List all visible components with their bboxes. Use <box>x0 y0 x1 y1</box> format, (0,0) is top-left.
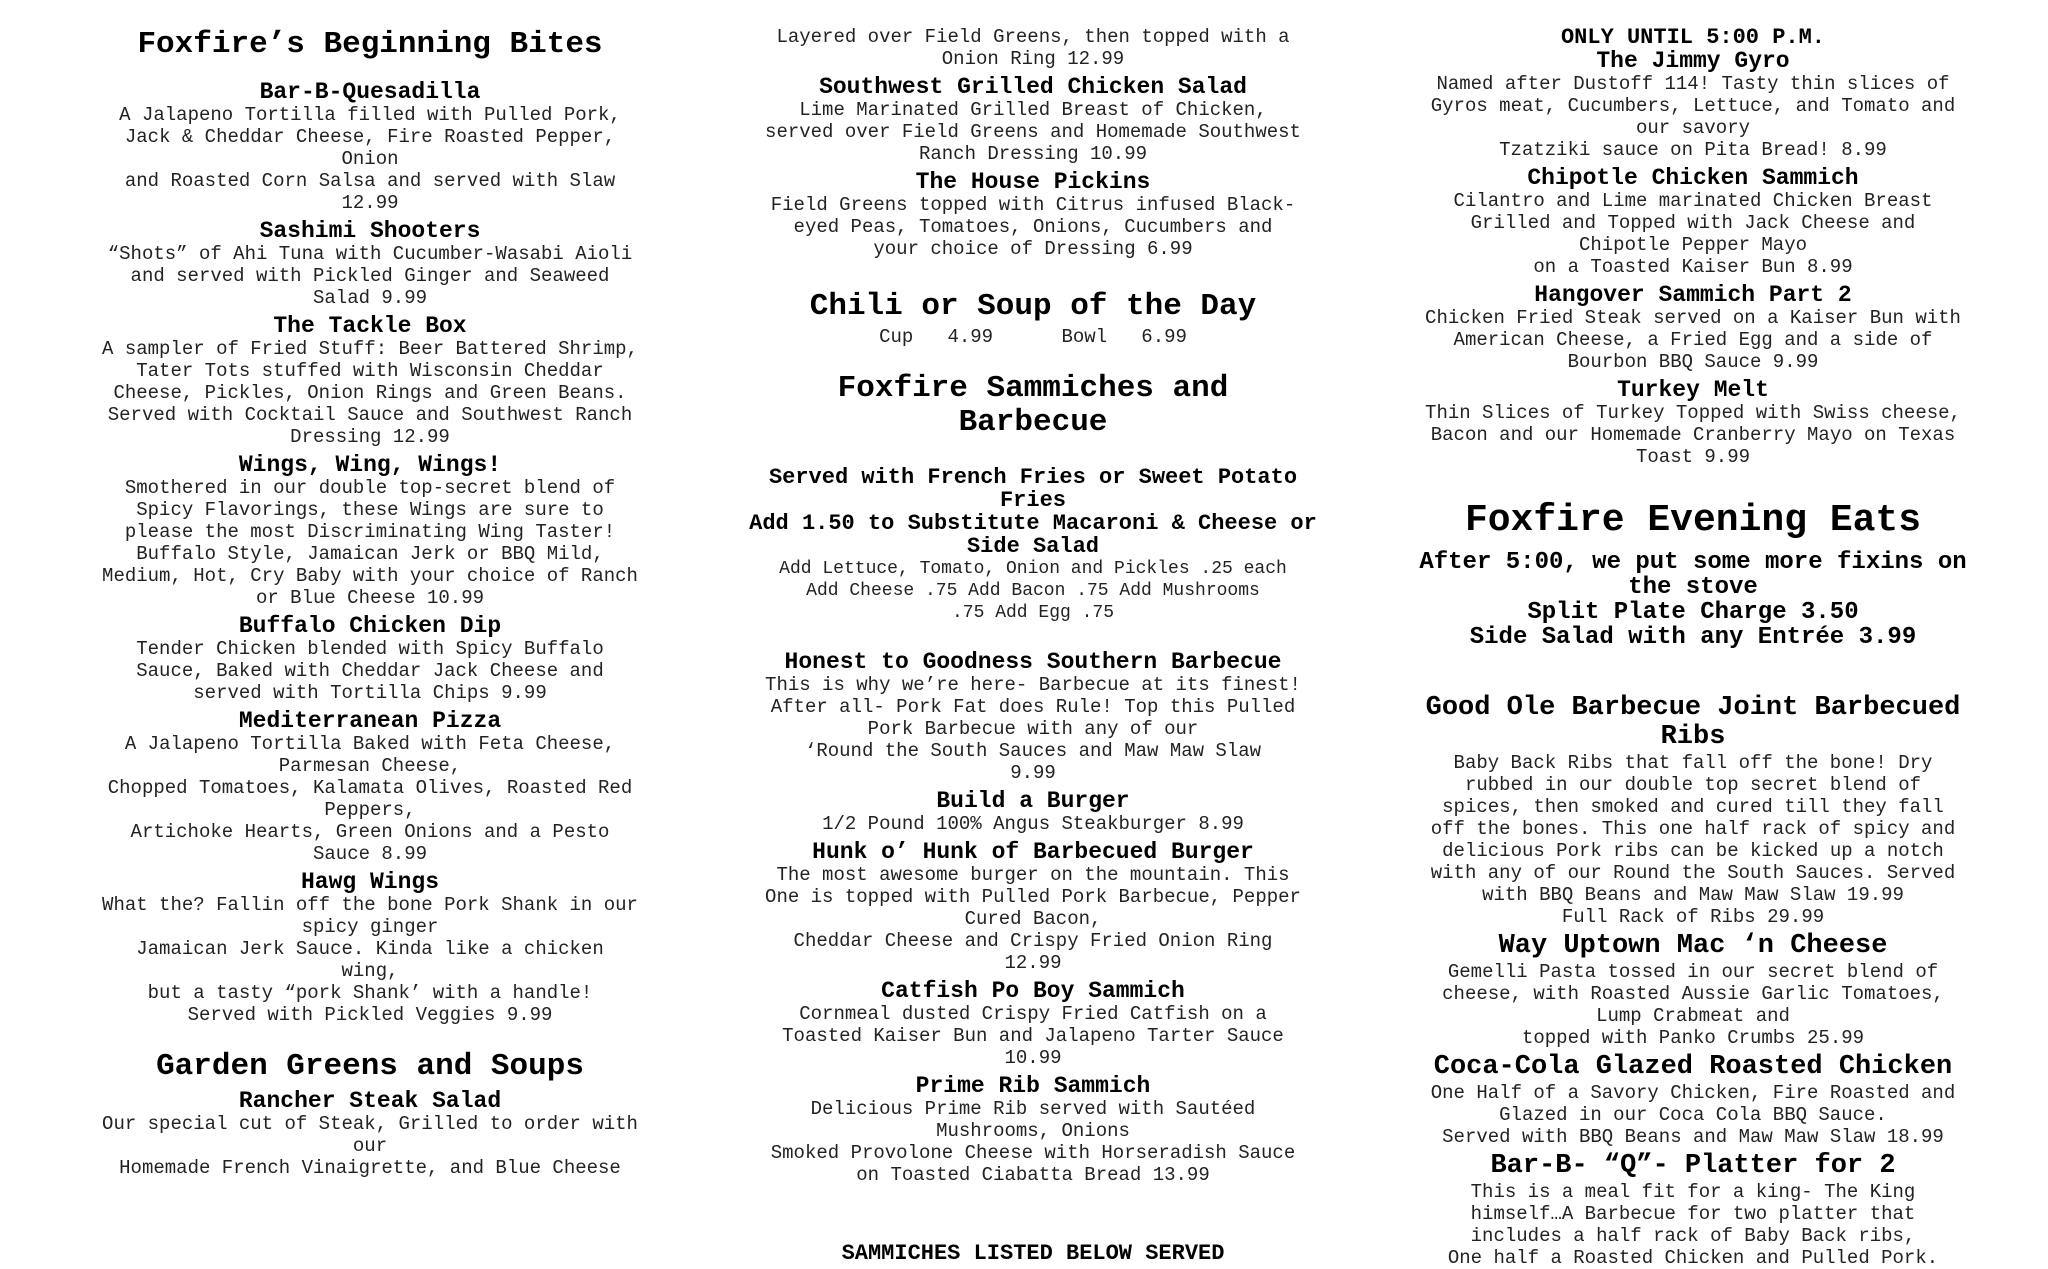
time-limit-note: ONLY UNTIL 5:00 P.M. <box>1560 25 1826 50</box>
menu-item-description: The most awesome burger on the mountain. This One is topped with Pulled Pork Barbecue, Pepper Cured Bacon, Cheddar Cheese and Crispy Fried Onion Ring 12.99 <box>765 864 1301 974</box>
menu-item-description: Baby Back Ribs that fall off the bone! Dry rubbed in our double top secret blend of spices, then smoked and cured till they fall off the bones. This one half rack of spicy and delicious Pork ribs can be kicked up a notch with any of our Round the South Sauces. Served with BBQ Beans and Maw Maw Slaw 19.99 Full Rack of Ribs 29.99 <box>1430 752 1956 928</box>
section-heading-sammiches: Foxfire Sammiches and Barbecue <box>837 371 1229 440</box>
menu-item-title: Sashimi Shooters <box>259 218 481 244</box>
menu-item-description: Tender Chicken blended with Spicy Buffalo Sauce, Baked with Cheddar Jack Cheese and served with Tortilla Chips 9.99 <box>136 638 604 704</box>
menu-item-description: What the? Fallin off the bone Pork Shank in our spicy ginger Jamaican Jerk Sauce. Kinda like a chicken wing, but a tasty “pork Shank’ with a handle! Served with Pickled Veggies 9.99 <box>102 894 638 1026</box>
menu-item-description: Delicious Prime Rib served with Sautéed Mushrooms, Onions Smoked Provolone Cheese with Horseradish Sauce on Toasted Ciabatta Bread 13.99 <box>770 1098 1296 1186</box>
menu-item-description: “Shots” of Ahi Tuna with Cucumber-Wasabi Aioli and served with Pickled Ginger and Seaweed Salad 9.99 <box>107 243 633 309</box>
menu-item-description: Cornmeal dusted Crispy Fried Catfish on a Toasted Kaiser Bun and Jalapeno Tarter Sauce 10.99 <box>782 1003 1284 1069</box>
menu-item <box>70 870 670 1026</box>
menu-item <box>728 170 1338 260</box>
menu-item <box>70 80 670 214</box>
evening-eats-note: After 5:00, we put some more fixins on the stove Split Plate Charge 3.50 Side Salad with any Entrée 3.99 <box>1419 549 1967 651</box>
menu-item <box>1388 1053 1998 1148</box>
menu-item-title: Build a Burger <box>936 788 1130 814</box>
menu-item <box>70 614 670 704</box>
menu-item-description: Smothered in our double top-secret blend of Spicy Flavorings, these Wings are sure to please the most Discriminating Wing Taster! Buffalo Style, Jamaican Jerk or BBQ Mild, Medium, Hot, Cry Baby with your choice of Ranch or Blue Cheese 10.99 <box>102 477 638 609</box>
menu-item <box>728 75 1338 165</box>
menu-item <box>70 1089 670 1179</box>
menu-item-description: Field Greens topped with Citrus infused Black- eyed Peas, Tomatoes, Onions, Cucumbers and your choice of Dressing 6.99 <box>770 194 1296 260</box>
sammich-sides-note: Served with French Fries or Sweet Potato Fries Add 1.50 to Substitute Macaroni & Cheese or Side Salad <box>749 465 1317 559</box>
section-heading-chili-soup: Chili or Soup of the Day <box>809 289 1257 324</box>
menu-item <box>1388 49 1998 161</box>
menu-item-description: Cilantro and Lime marinated Chicken Breast Grilled and Topped with Jack Cheese and Chipotle Pepper Mayo on a Toasted Kaiser Bun 8.99 <box>1453 190 1933 278</box>
menu-item <box>728 979 1338 1069</box>
section-heading-evening-eats: Foxfire Evening Eats <box>1464 499 1922 542</box>
menu-item-title: Mediterranean Pizza <box>238 708 502 734</box>
menu-item-description: Gemelli Pasta tossed in our secret blend of cheese, with Roasted Aussie Garlic Tomatoes, Lump Crabmeat and topped with Panko Crumbs 25.99 <box>1442 961 1944 1049</box>
menu-item-title: The Tackle Box <box>273 313 467 339</box>
menu-item-title: Southwest Grilled Chicken Salad <box>819 74 1247 100</box>
menu-item-description: This is why we’re here- Barbecue at its finest! After all- Pork Fat does Rule! Top this Pulled Pork Barbecue with any of our ‘Round the South Sauces and Maw Maw Slaw 9.99 <box>765 674 1301 784</box>
menu-item <box>1388 166 1998 278</box>
menu-column-3 <box>1388 26 1998 1269</box>
menu-item-title: Wings, Wing, Wings! <box>238 452 502 478</box>
continued-description: Layered over Field Greens, then topped with a Onion Ring 12.99 <box>776 26 1290 70</box>
menu-item-title: Coca-Cola Glazed Roasted Chicken <box>1433 1052 1953 1082</box>
menu-item-description: A Jalapeno Tortilla Baked with Feta Cheese, Parmesan Cheese, Chopped Tomatoes, Kalamata Olives, Roasted Red Peppers, Artichoke Hearts, Green Onions and a Pesto Sauce 8.99 <box>107 733 633 865</box>
menu-item <box>70 453 670 609</box>
menu-item-title: Bar-B- “Q”- Platter for 2 <box>1490 1151 1896 1181</box>
menu-item-title: Prime Rib Sammich <box>915 1073 1151 1099</box>
menu-item-title: Honest to Goodness Southern Barbecue <box>784 649 1282 675</box>
menu-item-title: Turkey Melt <box>1617 377 1769 403</box>
chili-prices: Cup 4.99 Bowl 6.99 <box>879 326 1187 348</box>
menu-item-description: One Half of a Savory Chicken, Fire Roasted and Glazed in our Coca Cola BBQ Sauce. Served with BBQ Beans and Maw Maw Slaw 18.99 <box>1430 1082 1956 1148</box>
menu-item-title: Hangover Sammich Part 2 <box>1534 282 1852 308</box>
menu-item-title: Hawg Wings <box>300 869 440 895</box>
menu-item <box>1388 378 1998 468</box>
menu-item <box>1388 283 1998 373</box>
menu-column-2 <box>728 26 1338 1265</box>
menu-item <box>70 219 670 309</box>
menu-item <box>728 840 1338 974</box>
section-heading-beginning-bites: Foxfire’s Beginning Bites <box>137 27 603 62</box>
menu-item-title: Hunk o’ Hunk of Barbecued Burger <box>812 839 1254 865</box>
menu-item-title: The Jimmy Gyro <box>1596 48 1790 74</box>
menu-item-title: Bar-B-Quesadilla <box>259 79 481 105</box>
menu-item <box>1388 932 1998 1049</box>
menu-item-description: Chicken Fried Steak served on a Kaiser Bun with American Cheese, a Fried Egg and a side of Bourbon BBQ Sauce 9.99 <box>1425 307 1961 373</box>
section-heading-garden-greens: Garden Greens and Soups <box>156 1049 584 1084</box>
menu-item-title: Catfish Po Boy Sammich <box>881 978 1185 1004</box>
menu-item-title: Way Uptown Mac ‘n Cheese <box>1498 931 1888 961</box>
menu-item <box>70 709 670 865</box>
menu-item-description: A sampler of Fried Stuff: Beer Battered Shrimp, Tater Tots stuffed with Wisconsin Cheddar Cheese, Pickles, Onion Rings and Green Beans. Served with Cocktail Sauce and Southwest Ranch Dressing 12.99 <box>102 338 638 448</box>
menu-item <box>728 1074 1338 1186</box>
menu-item-title: Chipotle Chicken Sammich <box>1527 165 1859 191</box>
menu-item-title: Buffalo Chicken Dip <box>238 613 502 639</box>
menu-item-title: Rancher Steak Salad <box>238 1088 502 1114</box>
menu-item <box>1388 694 1998 928</box>
menu-item-description: Thin Slices of Turkey Topped with Swiss cheese, Bacon and our Homemade Cranberry Mayo on Texas Toast 9.99 <box>1425 402 1961 468</box>
menu-item <box>1388 1152 1998 1269</box>
menu-item <box>728 789 1338 835</box>
sammich-addons: Add Lettuce, Tomato, Onion and Pickles .25 each Add Cheese .75 Add Bacon .75 Add Mushrooms .75 Add Egg .75 <box>779 559 1287 623</box>
menu-item-description: This is a meal fit for a king- The King himself…A Barbecue for two platter that includes a half rack of Baby Back ribs, One half a Roasted Chicken and Pulled Pork. <box>1447 1181 1939 1269</box>
menu-item-description: Named after Dustoff 114! Tasty thin slices of Gyros meat, Cucumbers, Lettuce, and Tomato and our savory Tzatziki sauce on Pita Bread! 8.99 <box>1430 73 1956 161</box>
menu-item-description: Lime Marinated Grilled Breast of Chicken, served over Field Greens and Homemade Southwest Ranch Dressing 10.99 <box>765 99 1301 165</box>
menu-item-description: 1/2 Pound 100% Angus Steakburger 8.99 <box>822 813 1244 835</box>
menu-item <box>70 314 670 448</box>
menu-column-1 <box>70 18 670 1179</box>
menu-item-title: The House Pickins <box>915 169 1151 195</box>
menu-item <box>728 650 1338 784</box>
menu-item-description: Our special cut of Steak, Grilled to order with our Homemade French Vinaigrette, and Blue Cheese <box>102 1113 638 1179</box>
sammiches-footer-note: SAMMICHES LISTED BELOW SERVED <box>841 1241 1225 1266</box>
menu-item-description: A Jalapeno Tortilla filled with Pulled Pork, Jack & Cheddar Cheese, Fire Roasted Pepper, Onion and Roasted Corn Salsa and served with Slaw 12.99 <box>119 104 621 214</box>
menu-item-title: Good Ole Barbecue Joint Barbecued Ribs <box>1425 693 1961 752</box>
